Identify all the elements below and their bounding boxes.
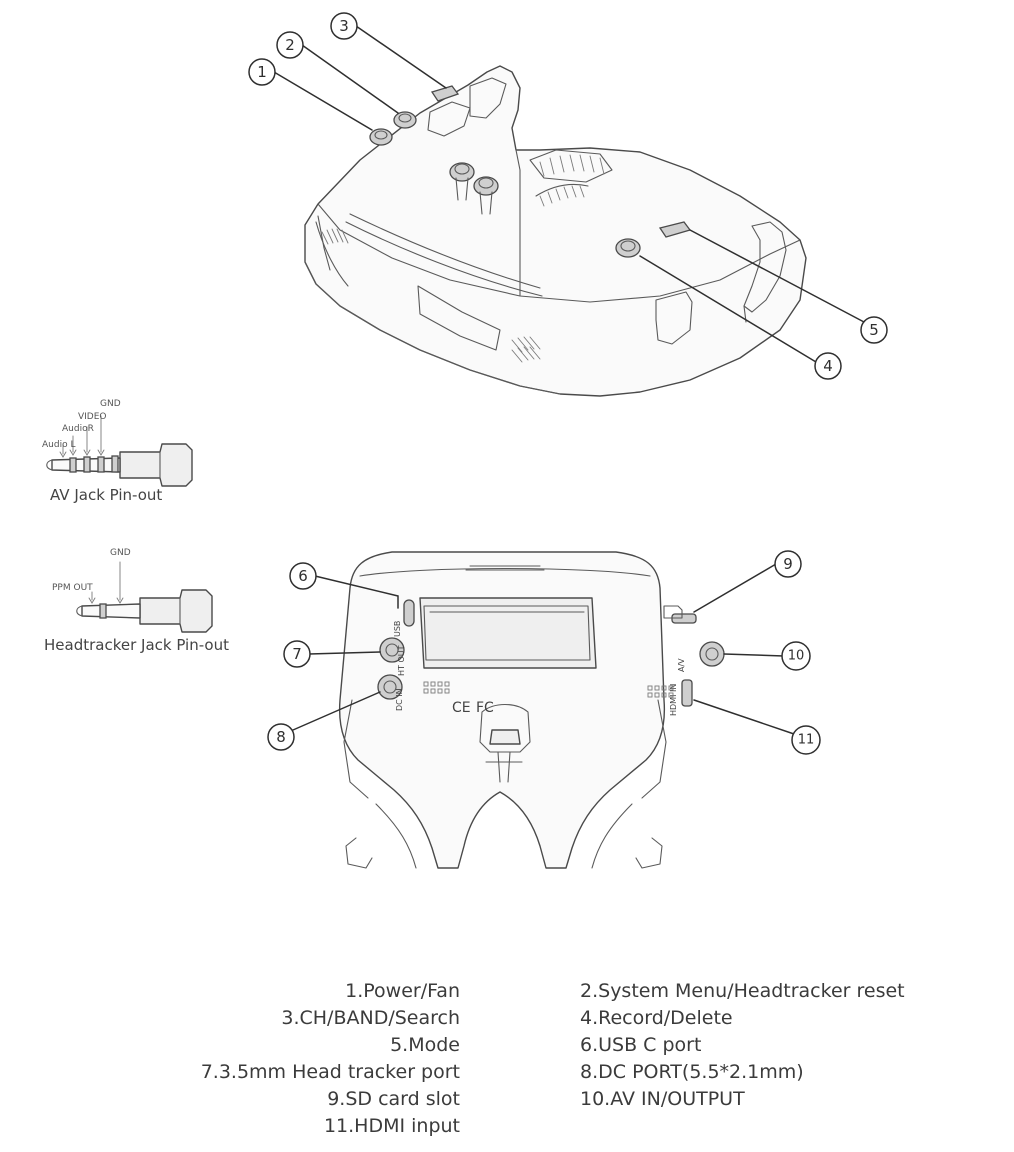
av-label-gnd: GND <box>100 399 121 409</box>
legend-item: 5.Mode <box>390 1034 460 1056</box>
callout-11[interactable] <box>792 726 820 754</box>
callout-7[interactable] <box>284 641 310 667</box>
callout-7-label: 7 <box>292 645 302 663</box>
av-label-audior: AudioR <box>62 424 94 434</box>
ht-label-gnd: GND <box>110 548 131 558</box>
legend-item <box>580 1113 1010 1140</box>
ce-mark: CE <box>452 700 471 716</box>
callout-9-label: 9 <box>783 555 793 573</box>
callout-11-label: 11 <box>797 732 815 748</box>
callout-4-label: 4 <box>823 357 833 375</box>
legend-item: 8.DC PORT(5.5*2.1mm) <box>580 1061 804 1083</box>
callout-6[interactable] <box>290 563 316 589</box>
legend-item: 11.HDMI input <box>323 1115 460 1137</box>
legend-item: 1.Power/Fan <box>345 980 460 1002</box>
port-label-hdmi: HDMI IN <box>669 683 678 716</box>
port-label-usb: USB <box>393 620 402 637</box>
ht-label-ppm-out: PPM OUT <box>52 583 93 593</box>
callout-1[interactable] <box>249 59 275 85</box>
av-jack-caption: AV Jack Pin-out <box>50 486 163 504</box>
legend-item: 7.3.5mm Head tracker port <box>200 1061 460 1083</box>
callout-8[interactable] <box>268 724 294 750</box>
legend-item: 9.SD card slot <box>327 1088 460 1110</box>
legend-item: 2.System Menu/Headtracker reset <box>580 980 905 1002</box>
callout-2[interactable] <box>277 32 303 58</box>
av-label-audiol: Audio L <box>42 440 76 450</box>
callout-5-label: 5 <box>869 321 879 339</box>
callout-3-label: 3 <box>339 17 349 35</box>
callout-6-label: 6 <box>298 567 308 585</box>
callout-4[interactable] <box>815 353 841 379</box>
port-label-ht-out: HT OUT <box>397 645 406 676</box>
port-label-dc-in: DC IN <box>395 688 404 711</box>
legend-item: 4.Record/Delete <box>580 1007 733 1029</box>
legend-item: 6.USB C port <box>580 1034 702 1056</box>
callout-3[interactable] <box>331 13 357 39</box>
fc-mark: FC <box>476 700 494 716</box>
legend-item: 3.CH/BAND/Search <box>281 1007 460 1029</box>
callout-9[interactable] <box>775 551 801 577</box>
callout-5[interactable] <box>861 317 887 343</box>
legend-column-right <box>580 978 1010 1140</box>
callout-2-label: 2 <box>285 36 295 54</box>
ht-jack-caption: Headtracker Jack Pin-out <box>44 636 229 654</box>
legend-item: 10.AV IN/OUTPUT <box>580 1088 745 1110</box>
av-label-video: VIDEO <box>78 412 107 422</box>
callout-1-label: 1 <box>257 63 267 81</box>
port-label-av: A/V <box>677 658 686 672</box>
legend-column-left <box>0 978 460 1140</box>
callout-10-label: 10 <box>787 648 805 664</box>
callout-10[interactable] <box>782 642 810 670</box>
callout-8-label: 8 <box>276 728 286 746</box>
